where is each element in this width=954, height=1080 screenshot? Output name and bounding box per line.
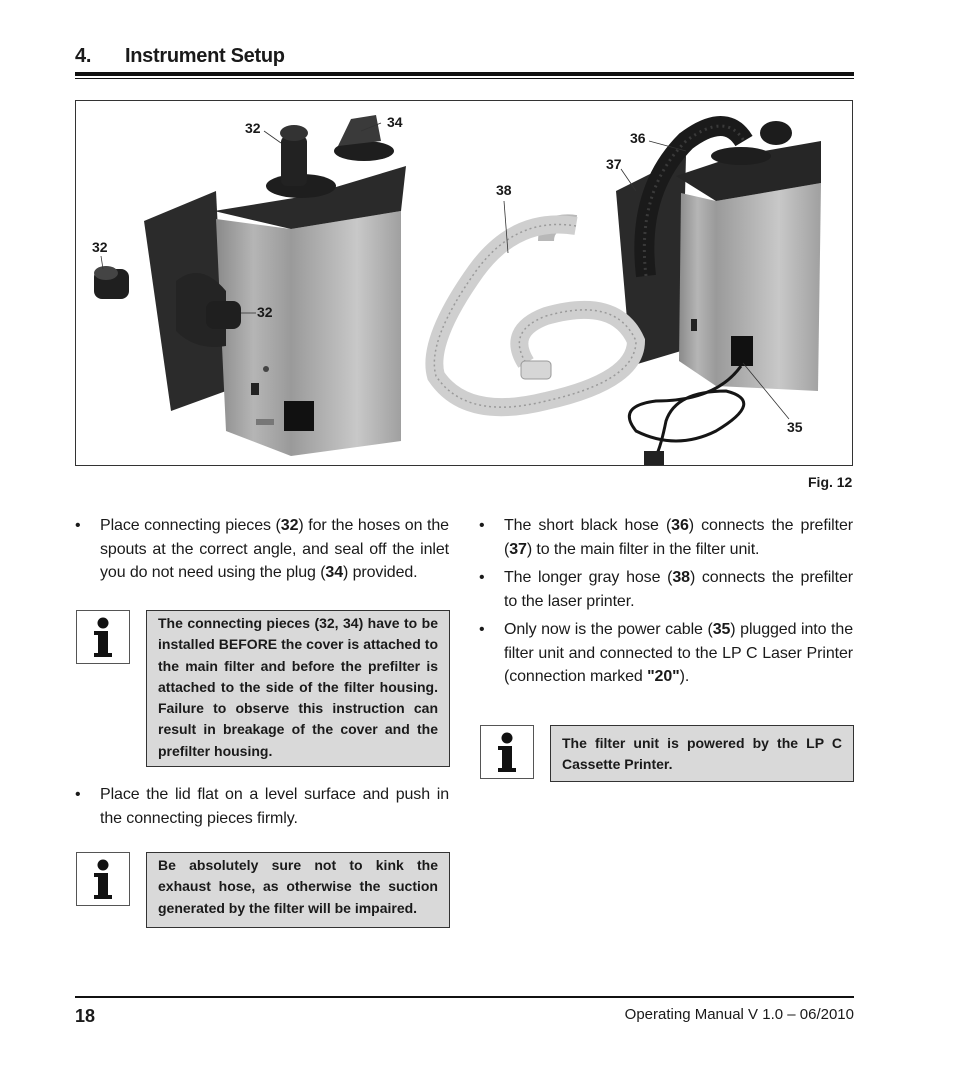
ref-number: 32 — [280, 517, 299, 534]
callout-38: 38 — [496, 182, 512, 198]
section-title: Instrument Setup — [125, 45, 285, 67]
text-run: ) provided. — [343, 564, 418, 581]
ref-number: 34 — [325, 564, 344, 581]
text-run: ) for the hoses on the spouts at the correct angle, and seal off the inlet you do not need using the plug ( — [100, 517, 449, 581]
callout-36: 36 — [630, 130, 646, 146]
bullet-dot: • — [479, 621, 485, 638]
bullet-dot: • — [75, 786, 81, 803]
bullet-text: Place the lid flat on a level surface and push in the connecting pieces firmly. — [100, 786, 449, 827]
callout-32-middle: 32 — [257, 304, 273, 320]
bullet-text — [504, 618, 853, 689]
page-number: 18 — [75, 1006, 96, 1026]
header-rule-thin — [75, 78, 854, 79]
text-run: ) to the main filter in the filter unit. — [526, 540, 760, 558]
text-run: ) plugged into the filter unit and connected to the LP C Laser Printer (connection marked — [504, 621, 853, 685]
callout-32-left: 32 — [92, 239, 108, 255]
ref-number: 36 — [671, 517, 689, 534]
bullet-dot: • — [479, 517, 485, 534]
note-box-1: The connecting pieces (32, 34) have to be installed BEFORE the cover is attached to the main filter and before the prefilter is attached to the side of the filter housing. Failure to observe this instruction can result in breakage of the cover and the prefilter housing. — [146, 610, 450, 767]
bullet-text — [504, 566, 853, 613]
text-run: The short black hose ( — [504, 517, 672, 534]
callout-35: 35 — [787, 419, 803, 435]
text-run: ) connects the prefilter to the laser printer. — [504, 569, 853, 610]
ref-number: 37 — [509, 540, 527, 558]
left-bullet-2 — [75, 783, 450, 831]
section-number: 4. — [75, 45, 92, 67]
callout-34: 34 — [387, 114, 403, 130]
note-box-2: Be absolutely sure not to kink the exhaust hose, as otherwise the suction generated by the filter will be impaired. — [146, 852, 450, 928]
right-filter-unit — [434, 121, 821, 465]
ref-number: 35 — [712, 621, 731, 638]
figure-frame — [75, 100, 853, 466]
bullet-dot: • — [75, 517, 81, 534]
section-heading — [75, 45, 285, 68]
callout-32-top: 32 — [245, 120, 261, 136]
text-run: Place connecting pieces ( — [100, 517, 281, 534]
bullet-text — [100, 514, 449, 585]
right-bullet-2 — [479, 566, 854, 614]
footer-rule — [75, 996, 854, 998]
note-box-3: The filter unit is powered by the LP C Cassette Printer. — [550, 725, 854, 782]
text-run: The longer gray hose ( — [504, 569, 673, 586]
bullet-dot: • — [479, 569, 485, 586]
info-icon — [480, 725, 534, 779]
left-filter-unit — [94, 115, 406, 456]
callout-37: 37 — [606, 156, 622, 172]
figure-caption: Fig. 12 — [808, 474, 853, 490]
left-bullet-1 — [75, 514, 450, 608]
info-icon — [76, 852, 130, 906]
footer-manual-version: Operating Manual V 1.0 – 06/2010 — [624, 1006, 854, 1023]
header-rule — [75, 72, 854, 76]
text-run: Only now is the power cable ( — [504, 621, 713, 638]
info-icon — [76, 610, 130, 664]
text-run: ) connects the prefilter ( — [504, 517, 853, 558]
right-bullet-1 — [479, 514, 854, 562]
right-bullet-3 — [479, 618, 854, 690]
ref-number: 38 — [672, 569, 690, 586]
ref-number: "20" — [647, 668, 680, 685]
text-run: ). — [679, 668, 690, 685]
bullet-text — [504, 514, 853, 561]
figure-illustration — [76, 101, 852, 465]
